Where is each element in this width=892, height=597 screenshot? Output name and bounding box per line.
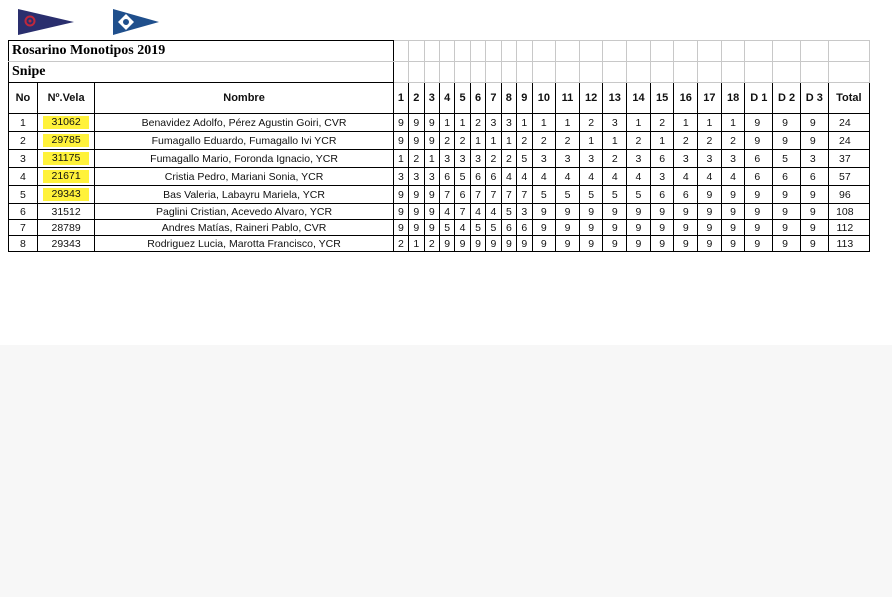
race-score-cell: 1 bbox=[424, 150, 439, 168]
header-race-12: 12 bbox=[579, 83, 603, 114]
race-score-cell: 1 bbox=[603, 132, 627, 150]
table-row bbox=[9, 186, 870, 204]
discard-score-cell: 3 bbox=[800, 150, 828, 168]
empty-cell bbox=[828, 62, 869, 83]
race-score-cell: 7 bbox=[470, 186, 485, 204]
event-title: Rosarino Monotipos 2019 bbox=[9, 41, 394, 62]
race-score-cell: 1 bbox=[674, 114, 698, 132]
race-score-cell: 9 bbox=[650, 236, 674, 252]
race-score-cell: 3 bbox=[486, 114, 501, 132]
empty-cell bbox=[721, 41, 745, 62]
discard-score-cell: 9 bbox=[773, 236, 801, 252]
position-cell: 8 bbox=[9, 236, 38, 252]
background-band bbox=[0, 345, 892, 597]
empty-cell bbox=[439, 41, 454, 62]
empty-cell bbox=[409, 41, 424, 62]
header-name: Nombre bbox=[95, 83, 393, 114]
empty-cell bbox=[556, 62, 580, 83]
crew-name-cell: Andres Matías, Raineri Pablo, CVR bbox=[95, 220, 393, 236]
position-cell: 2 bbox=[9, 132, 38, 150]
empty-cell bbox=[409, 62, 424, 83]
discard-score-cell: 9 bbox=[773, 220, 801, 236]
race-score-cell: 2 bbox=[470, 114, 485, 132]
race-score-cell: 4 bbox=[698, 168, 722, 186]
sail-number-highlight: 29343 bbox=[43, 188, 90, 201]
table-row bbox=[9, 168, 870, 186]
header-race-8: 8 bbox=[501, 83, 516, 114]
empty-cell bbox=[800, 62, 828, 83]
crew-name-cell: Bas Valeria, Labayru Mariela, YCR bbox=[95, 186, 393, 204]
race-score-cell: 2 bbox=[650, 114, 674, 132]
race-score-cell: 3 bbox=[517, 204, 532, 220]
race-score-cell: 9 bbox=[674, 220, 698, 236]
race-score-cell: 9 bbox=[579, 236, 603, 252]
race-score-cell: 9 bbox=[532, 236, 556, 252]
race-score-cell: 6 bbox=[517, 220, 532, 236]
race-score-cell: 2 bbox=[424, 236, 439, 252]
class-row bbox=[9, 62, 870, 83]
race-score-cell: 6 bbox=[439, 168, 454, 186]
race-score-cell: 9 bbox=[393, 132, 408, 150]
race-score-cell: 4 bbox=[470, 204, 485, 220]
race-score-cell: 2 bbox=[698, 132, 722, 150]
race-score-cell: 4 bbox=[439, 204, 454, 220]
header-total: Total bbox=[828, 83, 869, 114]
race-score-cell: 1 bbox=[517, 114, 532, 132]
empty-cell bbox=[603, 41, 627, 62]
empty-cell bbox=[800, 41, 828, 62]
race-score-cell: 9 bbox=[409, 114, 424, 132]
header-race-11: 11 bbox=[556, 83, 580, 114]
empty-cell bbox=[424, 62, 439, 83]
race-score-cell: 9 bbox=[409, 204, 424, 220]
crew-name-cell: Benavidez Adolfo, Pérez Agustin Goiri, CVR bbox=[95, 114, 393, 132]
race-score-cell: 9 bbox=[409, 186, 424, 204]
total-cell: 37 bbox=[828, 150, 869, 168]
empty-cell bbox=[439, 62, 454, 83]
table-header-row bbox=[9, 83, 870, 114]
empty-cell bbox=[532, 62, 556, 83]
race-score-cell: 9 bbox=[424, 186, 439, 204]
race-score-cell: 5 bbox=[455, 168, 470, 186]
race-score-cell: 4 bbox=[721, 168, 745, 186]
sail-number-cell bbox=[37, 114, 95, 132]
sail-number-highlight: 21671 bbox=[43, 170, 90, 183]
race-score-cell: 3 bbox=[439, 150, 454, 168]
empty-cell bbox=[627, 62, 651, 83]
race-score-cell: 1 bbox=[455, 114, 470, 132]
discard-score-cell: 9 bbox=[773, 204, 801, 220]
race-score-cell: 7 bbox=[517, 186, 532, 204]
header-race-15: 15 bbox=[650, 83, 674, 114]
race-score-cell: 5 bbox=[579, 186, 603, 204]
discard-score-cell: 6 bbox=[800, 168, 828, 186]
empty-cell bbox=[650, 62, 674, 83]
discard-score-cell: 9 bbox=[745, 236, 773, 252]
race-score-cell: 9 bbox=[721, 220, 745, 236]
empty-cell bbox=[393, 62, 408, 83]
header-no: No bbox=[9, 83, 38, 114]
crew-name-cell: Fumagallo Mario, Foronda Ignacio, YCR bbox=[95, 150, 393, 168]
empty-cell bbox=[455, 62, 470, 83]
results-table bbox=[8, 40, 870, 252]
sail-number-cell: 28789 bbox=[37, 220, 95, 236]
discard-score-cell: 9 bbox=[800, 132, 828, 150]
header-race-1: 1 bbox=[393, 83, 408, 114]
race-score-cell: 9 bbox=[424, 132, 439, 150]
header-race-10: 10 bbox=[532, 83, 556, 114]
empty-cell bbox=[579, 41, 603, 62]
race-score-cell: 9 bbox=[579, 204, 603, 220]
race-score-cell: 9 bbox=[650, 204, 674, 220]
race-score-cell: 3 bbox=[556, 150, 580, 168]
race-score-cell: 1 bbox=[579, 132, 603, 150]
discard-score-cell: 6 bbox=[773, 168, 801, 186]
empty-cell bbox=[579, 62, 603, 83]
race-score-cell: 4 bbox=[674, 168, 698, 186]
discard-score-cell: 9 bbox=[800, 186, 828, 204]
discard-score-cell: 9 bbox=[773, 114, 801, 132]
race-score-cell: 9 bbox=[439, 236, 454, 252]
race-score-cell: 9 bbox=[721, 204, 745, 220]
race-score-cell: 9 bbox=[393, 220, 408, 236]
empty-cell bbox=[517, 41, 532, 62]
position-cell: 5 bbox=[9, 186, 38, 204]
race-score-cell: 6 bbox=[455, 186, 470, 204]
race-score-cell: 9 bbox=[698, 236, 722, 252]
position-cell: 4 bbox=[9, 168, 38, 186]
race-score-cell: 5 bbox=[470, 220, 485, 236]
race-score-cell: 6 bbox=[501, 220, 516, 236]
sail-number-highlight: 31062 bbox=[43, 116, 90, 129]
race-score-cell: 9 bbox=[627, 220, 651, 236]
header-race-14: 14 bbox=[627, 83, 651, 114]
discard-score-cell: 9 bbox=[745, 132, 773, 150]
race-score-cell: 3 bbox=[470, 150, 485, 168]
race-score-cell: 1 bbox=[486, 132, 501, 150]
race-score-cell: 2 bbox=[409, 150, 424, 168]
discard-score-cell: 9 bbox=[800, 114, 828, 132]
discard-score-cell: 9 bbox=[800, 204, 828, 220]
race-score-cell: 7 bbox=[486, 186, 501, 204]
title-row bbox=[9, 41, 870, 62]
header-race-2: 2 bbox=[409, 83, 424, 114]
race-score-cell: 3 bbox=[424, 168, 439, 186]
race-score-cell: 9 bbox=[579, 220, 603, 236]
race-score-cell: 6 bbox=[470, 168, 485, 186]
race-score-cell: 9 bbox=[674, 204, 698, 220]
race-score-cell: 2 bbox=[501, 150, 516, 168]
sail-number-highlight: 29785 bbox=[43, 134, 90, 147]
empty-cell bbox=[650, 41, 674, 62]
race-score-cell: 7 bbox=[501, 186, 516, 204]
header-discard-2: D 2 bbox=[773, 83, 801, 114]
total-cell: 24 bbox=[828, 114, 869, 132]
empty-cell bbox=[745, 62, 773, 83]
race-score-cell: 6 bbox=[674, 186, 698, 204]
burgee-flag-blue-emblem-icon bbox=[112, 8, 160, 36]
race-score-cell: 1 bbox=[698, 114, 722, 132]
race-score-cell: 4 bbox=[517, 168, 532, 186]
race-score-cell: 2 bbox=[579, 114, 603, 132]
total-cell: 24 bbox=[828, 132, 869, 150]
header-race-5: 5 bbox=[455, 83, 470, 114]
race-score-cell: 9 bbox=[627, 204, 651, 220]
total-cell: 112 bbox=[828, 220, 869, 236]
race-score-cell: 3 bbox=[603, 114, 627, 132]
total-cell: 113 bbox=[828, 236, 869, 252]
race-score-cell: 1 bbox=[439, 114, 454, 132]
empty-cell bbox=[486, 62, 501, 83]
race-score-cell: 9 bbox=[517, 236, 532, 252]
crew-name-cell: Rodriguez Lucia, Marotta Francisco, YCR bbox=[95, 236, 393, 252]
race-score-cell: 9 bbox=[393, 114, 408, 132]
header-race-6: 6 bbox=[470, 83, 485, 114]
race-score-cell: 2 bbox=[532, 132, 556, 150]
race-score-cell: 9 bbox=[603, 236, 627, 252]
boat-class-label: Snipe bbox=[9, 62, 394, 83]
empty-cell bbox=[470, 62, 485, 83]
empty-cell bbox=[773, 41, 801, 62]
race-score-cell: 9 bbox=[455, 236, 470, 252]
race-score-cell: 2 bbox=[393, 236, 408, 252]
race-score-cell: 9 bbox=[424, 220, 439, 236]
race-score-cell: 2 bbox=[455, 132, 470, 150]
race-score-cell: 9 bbox=[424, 114, 439, 132]
race-score-cell: 9 bbox=[393, 186, 408, 204]
race-score-cell: 7 bbox=[455, 204, 470, 220]
table-row bbox=[9, 114, 870, 132]
empty-cell bbox=[556, 41, 580, 62]
race-score-cell: 9 bbox=[409, 220, 424, 236]
race-score-cell: 1 bbox=[627, 114, 651, 132]
discard-score-cell: 9 bbox=[800, 220, 828, 236]
position-cell: 7 bbox=[9, 220, 38, 236]
position-cell: 1 bbox=[9, 114, 38, 132]
discard-score-cell: 9 bbox=[800, 236, 828, 252]
race-score-cell: 3 bbox=[721, 150, 745, 168]
race-score-cell: 2 bbox=[439, 132, 454, 150]
race-score-cell: 1 bbox=[650, 132, 674, 150]
empty-cell bbox=[517, 62, 532, 83]
empty-cell bbox=[532, 41, 556, 62]
race-score-cell: 4 bbox=[603, 168, 627, 186]
race-score-cell: 1 bbox=[470, 132, 485, 150]
race-score-cell: 9 bbox=[603, 204, 627, 220]
race-score-cell: 2 bbox=[627, 132, 651, 150]
race-score-cell: 3 bbox=[627, 150, 651, 168]
race-score-cell: 4 bbox=[532, 168, 556, 186]
table-row bbox=[9, 220, 870, 236]
race-score-cell: 3 bbox=[698, 150, 722, 168]
race-score-cell: 3 bbox=[501, 114, 516, 132]
empty-cell bbox=[721, 62, 745, 83]
discard-score-cell: 9 bbox=[773, 186, 801, 204]
race-score-cell: 1 bbox=[501, 132, 516, 150]
race-score-cell: 1 bbox=[721, 114, 745, 132]
sail-number-cell: 31512 bbox=[37, 204, 95, 220]
race-score-cell: 9 bbox=[556, 204, 580, 220]
header-race-18: 18 bbox=[721, 83, 745, 114]
race-score-cell: 9 bbox=[674, 236, 698, 252]
discard-score-cell: 5 bbox=[773, 150, 801, 168]
header-discard-1: D 1 bbox=[745, 83, 773, 114]
race-score-cell: 5 bbox=[603, 186, 627, 204]
crew-name-cell: Cristia Pedro, Mariani Sonia, YCR bbox=[95, 168, 393, 186]
burgee-flag-red-emblem-icon bbox=[17, 8, 75, 36]
race-score-cell: 9 bbox=[603, 220, 627, 236]
sail-number-cell bbox=[37, 132, 95, 150]
header-race-17: 17 bbox=[698, 83, 722, 114]
empty-cell bbox=[773, 62, 801, 83]
position-cell: 6 bbox=[9, 204, 38, 220]
table-row bbox=[9, 236, 870, 252]
empty-cell bbox=[627, 41, 651, 62]
race-score-cell: 4 bbox=[627, 168, 651, 186]
race-score-cell: 1 bbox=[556, 114, 580, 132]
discard-score-cell: 9 bbox=[745, 204, 773, 220]
empty-cell bbox=[674, 62, 698, 83]
empty-cell bbox=[698, 41, 722, 62]
discard-score-cell: 9 bbox=[745, 114, 773, 132]
race-score-cell: 9 bbox=[627, 236, 651, 252]
race-score-cell: 7 bbox=[439, 186, 454, 204]
race-score-cell: 4 bbox=[579, 168, 603, 186]
race-score-cell: 5 bbox=[486, 220, 501, 236]
race-score-cell: 4 bbox=[455, 220, 470, 236]
race-score-cell: 3 bbox=[409, 168, 424, 186]
discard-score-cell: 6 bbox=[745, 168, 773, 186]
header-sail-number: Nº.Vela bbox=[37, 83, 95, 114]
race-score-cell: 2 bbox=[674, 132, 698, 150]
empty-cell bbox=[745, 41, 773, 62]
sail-number-cell bbox=[37, 168, 95, 186]
header-race-16: 16 bbox=[674, 83, 698, 114]
empty-cell bbox=[603, 62, 627, 83]
empty-cell bbox=[501, 62, 516, 83]
race-score-cell: 2 bbox=[486, 150, 501, 168]
header-race-9: 9 bbox=[517, 83, 532, 114]
race-score-cell: 5 bbox=[439, 220, 454, 236]
race-score-cell: 4 bbox=[556, 168, 580, 186]
empty-cell bbox=[424, 41, 439, 62]
race-score-cell: 9 bbox=[424, 204, 439, 220]
race-score-cell: 5 bbox=[556, 186, 580, 204]
race-score-cell: 6 bbox=[486, 168, 501, 186]
race-score-cell: 6 bbox=[650, 150, 674, 168]
table-row bbox=[9, 150, 870, 168]
discard-score-cell: 9 bbox=[745, 220, 773, 236]
empty-cell bbox=[828, 41, 869, 62]
race-score-cell: 2 bbox=[603, 150, 627, 168]
table-row bbox=[9, 204, 870, 220]
empty-cell bbox=[393, 41, 408, 62]
race-score-cell: 2 bbox=[517, 132, 532, 150]
header-race-13: 13 bbox=[603, 83, 627, 114]
total-cell: 57 bbox=[828, 168, 869, 186]
race-score-cell: 3 bbox=[650, 168, 674, 186]
race-score-cell: 6 bbox=[650, 186, 674, 204]
crew-name-cell: Paglini Cristian, Acevedo Alvaro, YCR bbox=[95, 204, 393, 220]
discard-score-cell: 9 bbox=[773, 132, 801, 150]
race-score-cell: 2 bbox=[556, 132, 580, 150]
empty-cell bbox=[674, 41, 698, 62]
discard-score-cell: 9 bbox=[745, 186, 773, 204]
total-cell: 108 bbox=[828, 204, 869, 220]
race-score-cell: 5 bbox=[517, 150, 532, 168]
race-score-cell: 9 bbox=[532, 204, 556, 220]
empty-cell bbox=[455, 41, 470, 62]
race-score-cell: 9 bbox=[556, 236, 580, 252]
race-score-cell: 9 bbox=[409, 132, 424, 150]
race-score-cell: 9 bbox=[698, 186, 722, 204]
sail-number-cell bbox=[37, 150, 95, 168]
sail-number-cell bbox=[37, 186, 95, 204]
race-score-cell: 3 bbox=[455, 150, 470, 168]
discard-score-cell: 6 bbox=[745, 150, 773, 168]
race-score-cell: 9 bbox=[501, 236, 516, 252]
race-score-cell: 9 bbox=[698, 220, 722, 236]
race-score-cell: 9 bbox=[532, 220, 556, 236]
race-score-cell: 9 bbox=[556, 220, 580, 236]
race-score-cell: 9 bbox=[721, 186, 745, 204]
total-cell: 96 bbox=[828, 186, 869, 204]
sail-number-highlight: 31175 bbox=[43, 152, 90, 165]
race-score-cell: 3 bbox=[579, 150, 603, 168]
race-score-cell: 3 bbox=[532, 150, 556, 168]
header-discard-3: D 3 bbox=[800, 83, 828, 114]
race-score-cell: 9 bbox=[650, 220, 674, 236]
crew-name-cell: Fumagallo Eduardo, Fumagallo Ivi YCR bbox=[95, 132, 393, 150]
race-score-cell: 4 bbox=[501, 168, 516, 186]
race-score-cell: 9 bbox=[486, 236, 501, 252]
empty-cell bbox=[698, 62, 722, 83]
race-score-cell: 9 bbox=[470, 236, 485, 252]
race-score-cell: 3 bbox=[393, 168, 408, 186]
position-cell: 3 bbox=[9, 150, 38, 168]
empty-cell bbox=[470, 41, 485, 62]
race-score-cell: 9 bbox=[698, 204, 722, 220]
race-score-cell: 4 bbox=[486, 204, 501, 220]
race-score-cell: 1 bbox=[532, 114, 556, 132]
race-score-cell: 1 bbox=[393, 150, 408, 168]
sail-number-cell: 29343 bbox=[37, 236, 95, 252]
race-score-cell: 9 bbox=[721, 236, 745, 252]
race-score-cell: 5 bbox=[532, 186, 556, 204]
header-race-4: 4 bbox=[439, 83, 454, 114]
race-score-cell: 3 bbox=[674, 150, 698, 168]
race-score-cell: 5 bbox=[501, 204, 516, 220]
race-score-cell: 9 bbox=[393, 204, 408, 220]
empty-cell bbox=[501, 41, 516, 62]
empty-cell bbox=[486, 41, 501, 62]
header-race-7: 7 bbox=[486, 83, 501, 114]
table-row bbox=[9, 132, 870, 150]
race-score-cell: 1 bbox=[409, 236, 424, 252]
race-score-cell: 2 bbox=[721, 132, 745, 150]
race-score-cell: 5 bbox=[627, 186, 651, 204]
header-race-3: 3 bbox=[424, 83, 439, 114]
